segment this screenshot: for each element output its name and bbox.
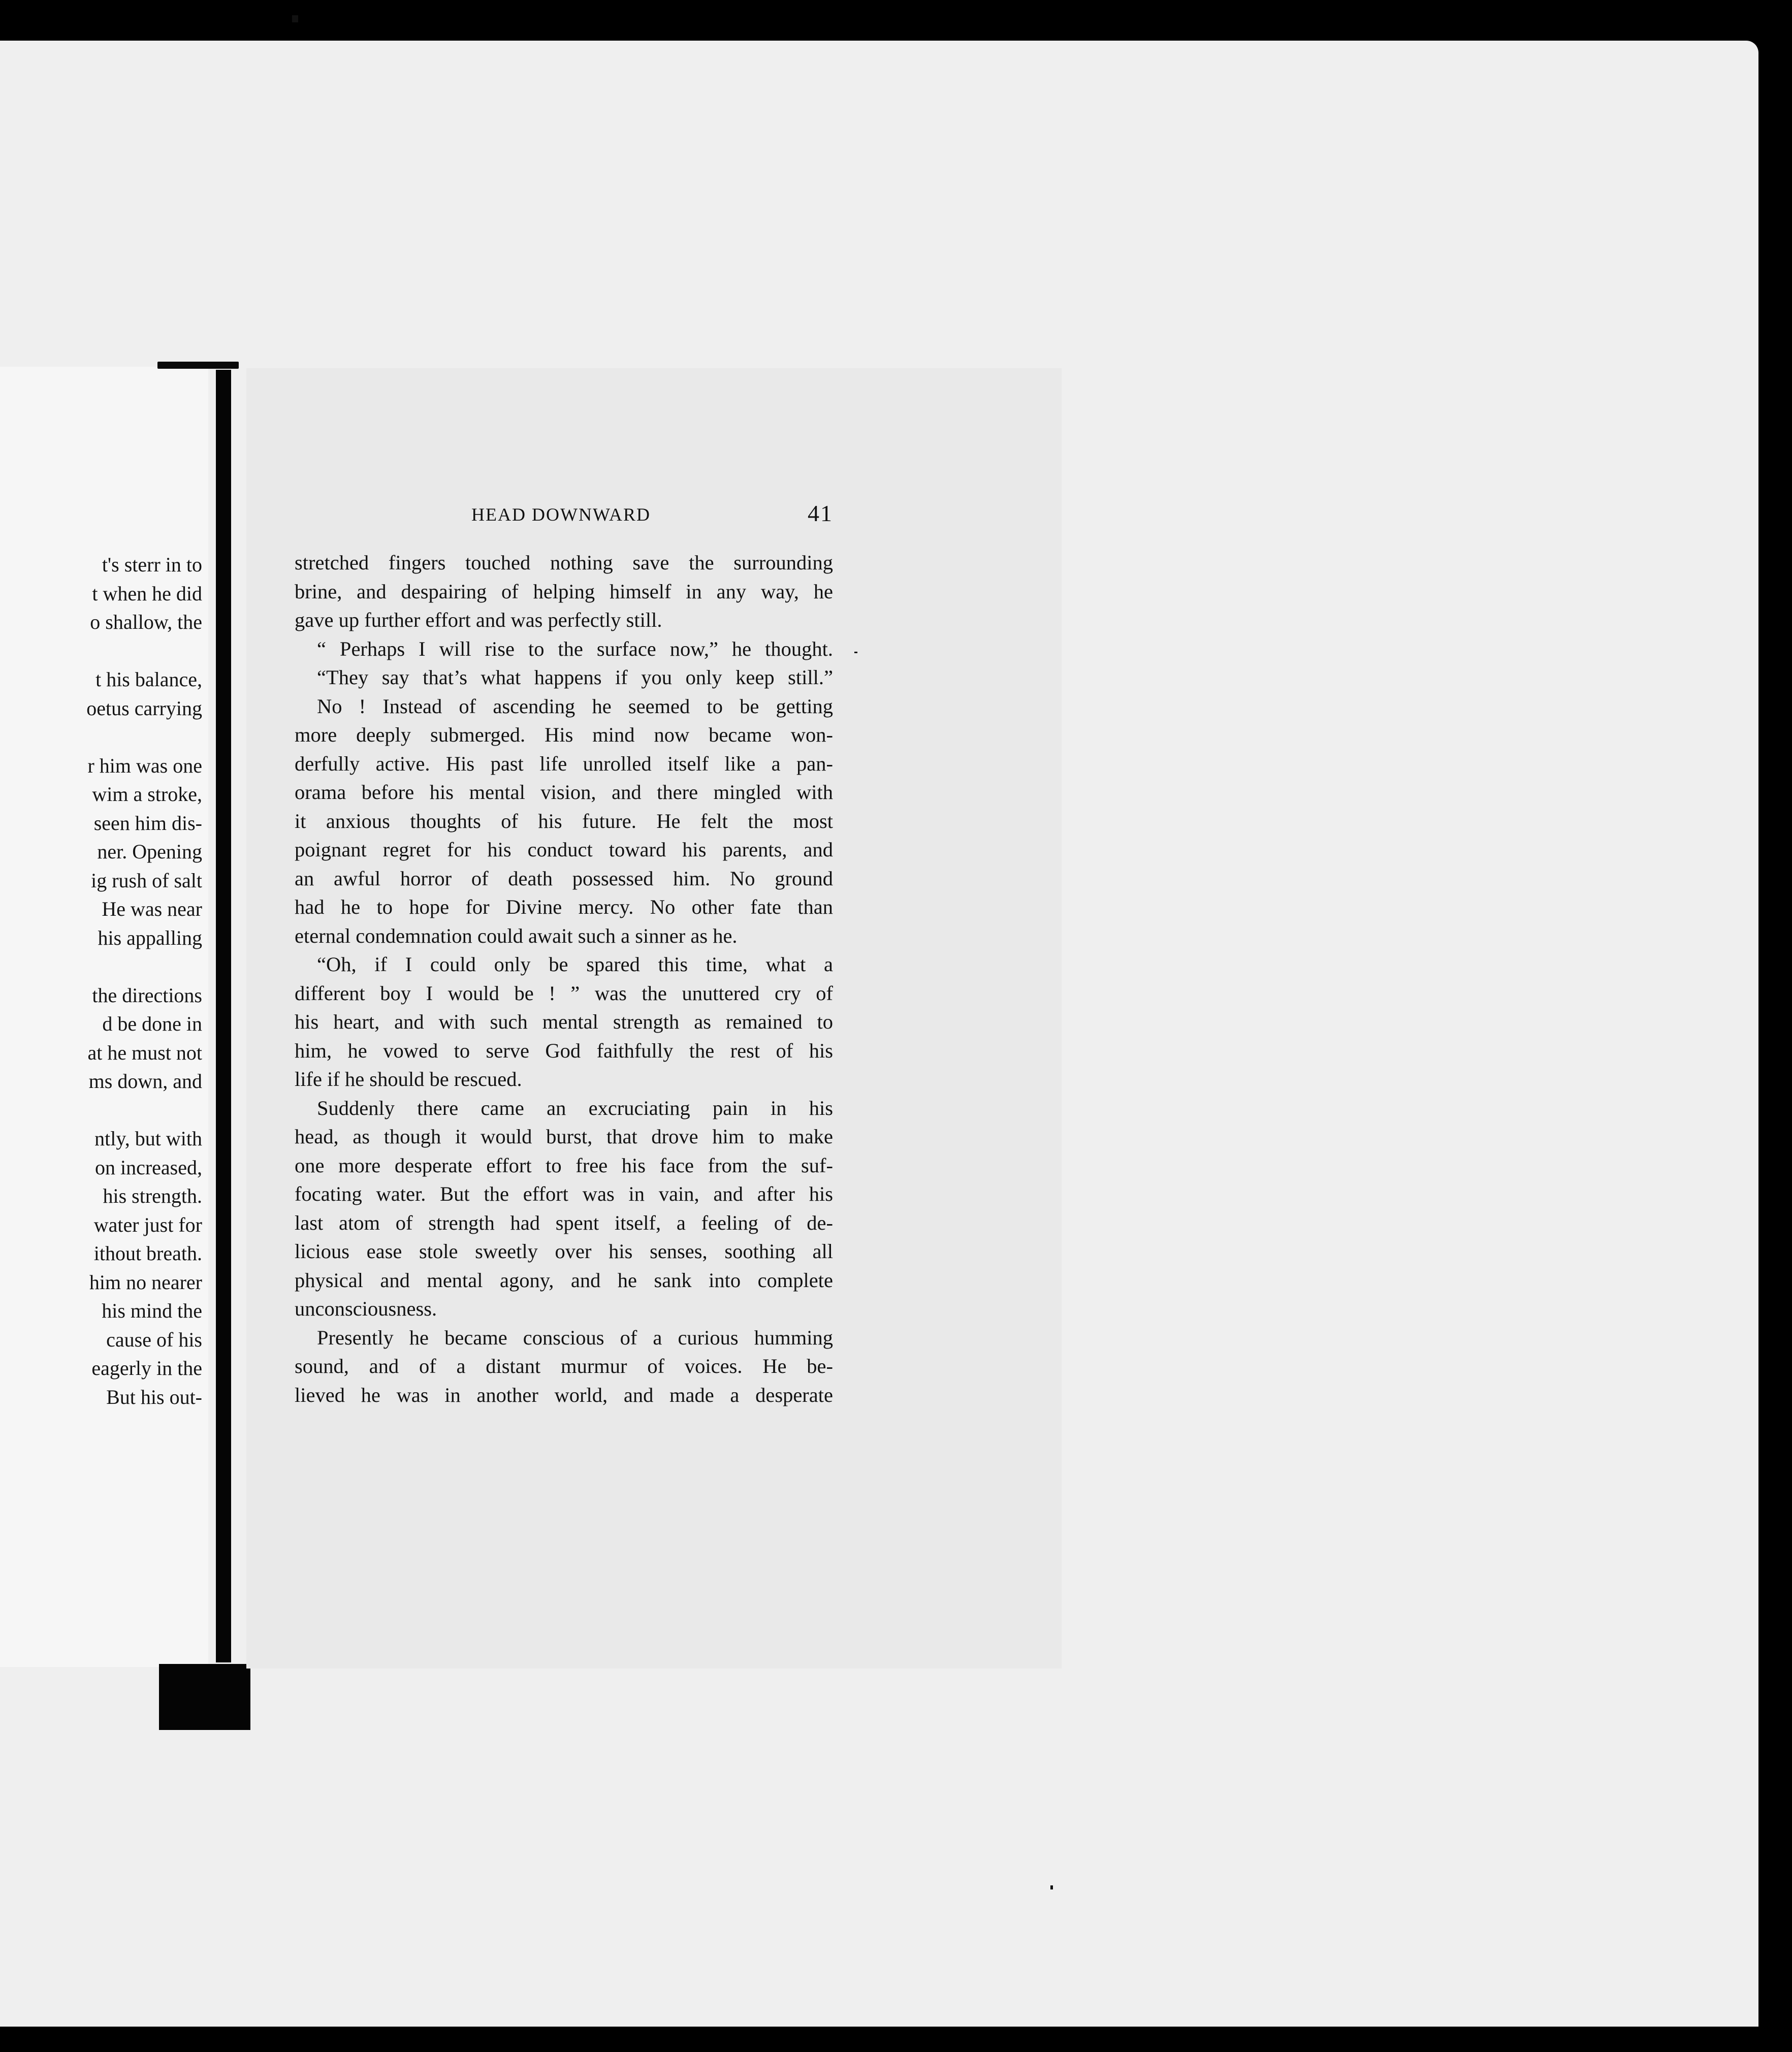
body-line: No ! Instead of ascending he seemed to be getting [317,694,833,718]
scan-speck [1050,1885,1053,1889]
body-line: one more desperate effort to free his face from the suf- [295,1153,833,1177]
body-line: “They say that’s what happens if you only keep still.” [317,666,833,689]
left-page-line: his mind the [102,1299,202,1322]
running-title: HEAD DOWNWARD [471,504,651,525]
left-page [0,367,208,1667]
left-page-line: r him was one [87,754,202,777]
body-line: life if he should be rescued. [295,1068,522,1091]
body-line: it anxious thoughts of his future. He felt the most [295,809,833,832]
scan-edge-bottom [0,2027,1792,2052]
left-page-line: t his balance, [95,668,202,691]
left-page-line: on increased, [94,1156,202,1179]
body-line: “Oh, if I could only be spared this time, what a [317,953,833,976]
left-page-line: o shallow, the [90,611,202,633]
scan-edge-right [1758,41,1792,2027]
left-page-line: cause of his [106,1328,202,1351]
left-page-line: d be done in [102,1012,202,1035]
body-line: stretched fingers touched nothing save the surrounding [295,551,833,574]
page-number: 41 [808,500,833,526]
left-page-line: ntly, but with [94,1127,202,1150]
body-line: more deeply submerged. His mind now became won- [295,723,833,746]
left-page-line: seen him dis- [93,811,202,835]
body-line: Presently he became conscious of a curious humming [317,1326,833,1349]
left-page-line: But his out- [106,1385,202,1408]
gutter-shadow [159,1664,250,1730]
body-line: his heart, and with such mental strength as remained to [295,1010,833,1033]
body-line: lieved he was in another world, and made a desperate [295,1383,833,1406]
body-line: brine, and despairing of helping himself in any way, he [295,580,833,603]
body-line: sound, and of a distant murmur of voices. He be- [295,1355,833,1377]
left-page-line: oetus carrying [86,696,202,720]
left-page-line: ner. Opening [97,840,202,863]
body-line: focating water. But the effort was in vain, and after his [295,1182,833,1205]
body-line: licious ease stole sweetly over his senses, soothing all [295,1240,833,1263]
body-line: eternal condemnation could await such a sinner as he. [295,924,738,947]
left-page-line: wim a stroke, [92,783,202,806]
body-line: gave up further effort and was perfectly still. [295,608,662,631]
body-line: unconsciousness. [295,1297,437,1320]
body-line: “ Perhaps I will rise to the surface now,” he thought. [317,637,833,660]
body-line: physical and mental agony, and he sank into complete [295,1268,833,1292]
page-body [295,549,833,1409]
left-page-line: his appalling [98,926,202,949]
body-line: him, he vowed to serve God faithfully the rest of his [295,1039,833,1062]
left-page-line: He was near [102,897,202,920]
body-line: different boy I would be ! ” was the unuttered cry of [295,981,833,1005]
body-line: Suddenly there came an excruciating pain in his [317,1096,833,1119]
left-page-line: t's sterr in to [102,553,202,576]
body-line: poignant regret for his conduct toward his parents, and [295,838,833,861]
body-line: last atom of strength had spent itself, a feeling of de- [295,1211,833,1234]
body-line: derfully active. His past life unrolled itself like a pan- [295,752,833,775]
gutter-top-edge [157,362,239,369]
left-page-line: ms down, and [88,1070,202,1093]
left-page-line: eagerly in the [91,1357,202,1380]
book-gutter [216,370,231,1662]
scan-speck [854,652,857,653]
left-page-line: t when he did [92,582,202,605]
left-page-line: him no nearer [89,1270,202,1294]
body-line: had he to hope for Divine mercy. No other fate than [295,895,833,918]
body-line: head, as though it would burst, that drove him to make [295,1125,833,1148]
body-line: orama before his mental vision, and there mingled with [295,781,833,804]
left-page-line: his strength. [103,1184,202,1207]
body-line: an awful horror of death possessed him. No ground [295,867,833,890]
left-page-line: ithout breath. [93,1242,202,1265]
left-page-line: ig rush of salt [91,869,202,892]
left-page-line: the directions [92,983,202,1007]
scan-speck [292,15,298,22]
left-page-line: water just for [93,1213,202,1236]
left-page-line: at he must not [87,1041,202,1064]
